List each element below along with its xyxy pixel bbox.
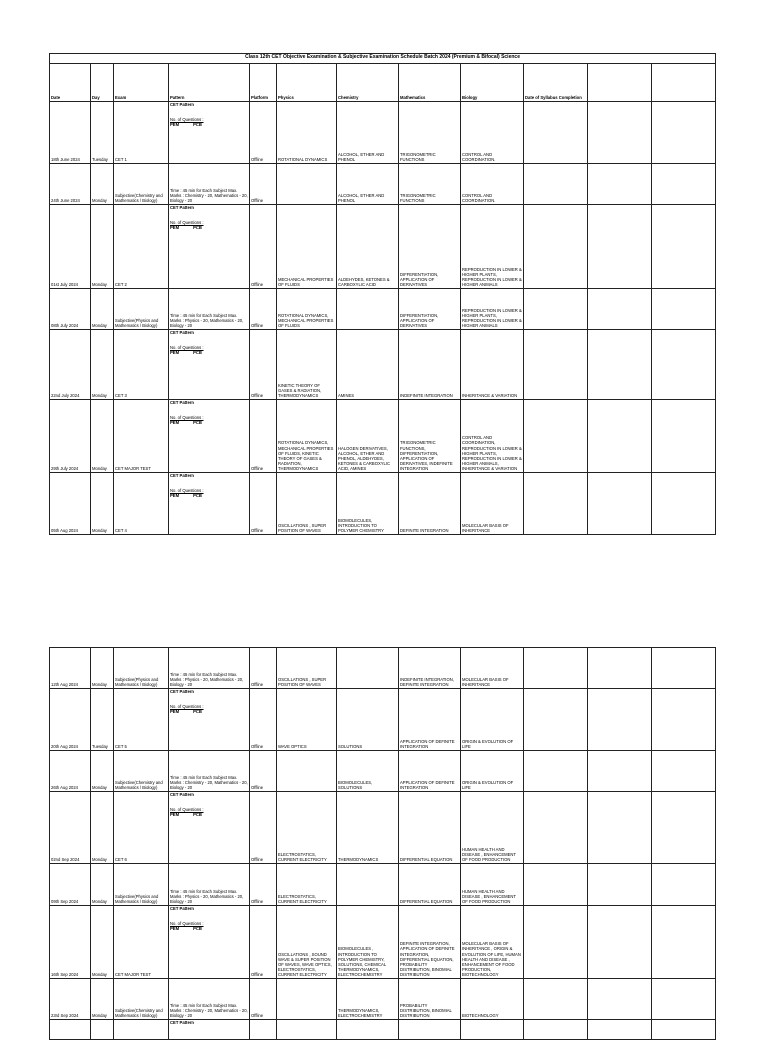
exam-cell: CET MAJOR TEST: [114, 906, 169, 979]
pattern-cell: Time : 45 min for Each Subject Max. Marks : Physics - 20, Mathematics - 20, Biology - 20: [169, 289, 250, 330]
physics-cell: ROTATIONAL DYNAMICS: [277, 102, 337, 164]
exam-cell: CET 6: [114, 792, 169, 864]
biology-cell: ORIGIN & EVOLUTION OF LIFE: [461, 751, 524, 792]
table-row: [50, 330, 716, 400]
platform-cell: Offline: [250, 751, 277, 792]
platform-cell: Offline: [250, 864, 277, 906]
exam-cell: CET MAJOR TEST: [114, 400, 169, 473]
chemistry-cell: THERMODYNAMICS: [337, 792, 399, 864]
platform-cell: Offline: [250, 906, 277, 979]
syllabus-cell: [524, 400, 588, 473]
table-body: [50, 102, 716, 535]
pattern-cell: Time : 45 min for Each Subject Max. Marks : Chemistry - 20, Mathematics - 20, Biology - 20: [169, 751, 250, 792]
chemistry-cell: BIOMOLECULES, SOLUTIONS: [337, 751, 399, 792]
mathematics-cell: PROBABILITY DISTRIBUTION, BINOMIAL DISTRIBUTION: [399, 979, 461, 1020]
header-blank: [652, 64, 716, 102]
table-row: [50, 400, 716, 473]
physics-cell: OSCILLATIONS , SUPER POSITION OF WAVES: [277, 473, 337, 535]
syllabus-cell: [524, 979, 588, 1020]
header-pattern: Pattern: [169, 64, 250, 102]
syllabus-cell: [524, 906, 588, 979]
pattern-pcb: PCB: [193, 812, 202, 818]
blank-cell: [652, 473, 716, 535]
blank-cell: [588, 205, 652, 289]
pattern-pem: PEM: [170, 926, 180, 932]
day-cell: Tuesday: [91, 102, 114, 164]
blank-cell: [652, 792, 716, 864]
pattern-cell: Time : 45 min for Each Subject Max. Marks : Chemistry - 20, Mathematics - 20, Biology - 20: [169, 979, 250, 1020]
chemistry-cell: BIOMOLECULES, INTRODUCTION TO POLYMER CHEMISTRY: [337, 473, 399, 535]
syllabus-cell: [524, 205, 588, 289]
blank-cell: [652, 979, 716, 1020]
blank-cell: [588, 689, 652, 751]
date-cell: 24th June 2024: [50, 164, 91, 205]
blank-cell: [588, 330, 652, 400]
date-cell: 23rd Sep 2024: [50, 979, 91, 1020]
day-cell: Monday: [91, 792, 114, 864]
date-cell: 18th June 2024: [50, 102, 91, 164]
pattern-cell: [169, 330, 250, 400]
physics-cell: ROTATIONAL DYNAMICS, MECHANICAL PROPERTIES OF FLUIDS, KINETIC THEORY OF GASES & RADIATION, THERMODYNAMICS: [277, 400, 337, 473]
chemistry-cell: [337, 864, 399, 906]
chemistry-cell: [337, 648, 399, 689]
blank-cell: [652, 289, 716, 330]
pattern-title: CET Pattern: [170, 205, 194, 210]
header-row: [50, 64, 716, 102]
biology-cell: CONTROL AND COORDINATION, REPRODUCTION IN LOWER & HIGHER PLANTS, REPRODUCTION IN LOWER & HIGHER ANIMALS, INHERITANCE & VARIATION: [461, 400, 524, 473]
syllabus-cell: [524, 102, 588, 164]
pattern-pcb: PCB: [193, 350, 202, 356]
table-row: [50, 205, 716, 289]
pattern-pcb: PCB: [193, 420, 202, 426]
biology-cell: REPRODUCTION IN LOWER & HIGHER PLANTS, REPRODUCTION IN LOWER & HIGHER ANIMALS: [461, 205, 524, 289]
physics-cell: ELECTROSTATICS, CURRENT ELECTRICITY: [277, 864, 337, 906]
exam-cell: Subjective(Chemistry and Mathematics / Biology): [114, 751, 169, 792]
pattern-num-questions: No. of Questions :: [170, 488, 204, 494]
pattern-pcb: PCB: [193, 926, 202, 932]
biology-cell: INHERITANCE & VARIATION: [461, 330, 524, 400]
pattern-num-questions: No. of Questions :: [170, 704, 204, 710]
pattern-title: CET Pattern: [170, 689, 194, 694]
mathematics-cell: DIFFERENTIATION, APPLICATION OF DERIVATIVES: [399, 289, 461, 330]
header-exam: Exam: [114, 64, 169, 102]
syllabus-cell: [524, 330, 588, 400]
exam-cell: CET 2: [114, 205, 169, 289]
pattern-cell: Time : 45 min for Each Subject Max. Marks : Physics - 20, Mathematics - 20, Biology - 20: [169, 864, 250, 906]
table-row: [50, 648, 716, 689]
syllabus-cell: [524, 289, 588, 330]
day-cell: Monday: [91, 289, 114, 330]
platform-cell: Offline: [250, 648, 277, 689]
blank-cell: [588, 289, 652, 330]
exam-cell: CET 5: [114, 689, 169, 751]
blank-cell: [588, 473, 652, 535]
header-day: Day: [91, 64, 114, 102]
pattern-title: CET Pattern: [170, 473, 194, 478]
pattern-pem: PEM: [170, 493, 180, 499]
exam-cell: Subjective(Physics and Mathematics / Biology): [114, 289, 169, 330]
day-cell: Monday: [91, 330, 114, 400]
schedule-table-page-1: [49, 53, 716, 535]
pattern-title: CET Pattern: [170, 400, 194, 405]
biology-cell: CONTROL AND COORDINATION.: [461, 164, 524, 205]
day-cell: Monday: [91, 205, 114, 289]
blank-cell: [588, 864, 652, 906]
pattern-pem: PEM: [170, 812, 180, 818]
biology-cell: MOLECULAR BASIS OF INHERITANCE: [461, 648, 524, 689]
day-cell: Monday: [91, 164, 114, 205]
physics-cell: ELECTROSTATICS, CURRENT ELECTRICITY: [277, 792, 337, 864]
exam-cell: CET 3: [114, 330, 169, 400]
pattern-cell: [169, 689, 250, 751]
exam-cell: CET 4: [114, 473, 169, 535]
syllabus-cell: [524, 751, 588, 792]
date-cell: 09th Sep 2024: [50, 864, 91, 906]
chemistry-cell: ALDEHYDES, KETONES & CARBOXYLIC ACID: [337, 205, 399, 289]
platform-cell: Offline: [250, 792, 277, 864]
chemistry-cell: SOLUTIONS: [337, 689, 399, 751]
blank-cell: [652, 689, 716, 751]
mathematics-cell: TRIGONOMETRIC FUNCTIONS, DIFFERENTIATION, APPLICATION OF DERIVATIVES, INDEFINITE INTEGRATION: [399, 400, 461, 473]
header-biology: Biology: [461, 64, 524, 102]
exam-cell: Subjective(Physics and Mathematics / Biology): [114, 864, 169, 906]
mathematics-cell: APPLICATION OF DEFINITE INTEGRATION: [399, 751, 461, 792]
pattern-title: CET Pattern: [170, 906, 194, 911]
date-cell: 26th Aug 2024: [50, 751, 91, 792]
pattern-cell: [169, 205, 250, 289]
day-cell: Monday: [91, 751, 114, 792]
date-cell: 08th July 2024: [50, 289, 91, 330]
pattern-pem: PEM: [170, 122, 180, 128]
blank-cell: [652, 330, 716, 400]
schedule-title: Class 12th CET Objective Examination & Subjective Examination Schedule Batch 2024 (Premium & Bifocal) Science: [50, 54, 716, 64]
mathematics-cell: DIFFERENTIAL EQUATION: [399, 864, 461, 906]
biology-cell: ORIGIN & EVOLUTION OF LIFE: [461, 689, 524, 751]
blank-cell: [652, 164, 716, 205]
syllabus-cell: [524, 473, 588, 535]
day-cell: Monday: [91, 473, 114, 535]
header-platform: Platform: [250, 64, 277, 102]
biology-cell: BIOTECHNOLOGY: [461, 979, 524, 1020]
syllabus-cell: [524, 864, 588, 906]
platform-cell: Offline: [250, 102, 277, 164]
blank-cell: [588, 792, 652, 864]
biology-cell: HUMAN HEALTH AND DISEASE , ENHANCEMENT OF FOOD PRODUCTION: [461, 864, 524, 906]
syllabus-cell: [524, 648, 588, 689]
blank-cell: [652, 648, 716, 689]
table-row: [50, 792, 716, 864]
date-cell: 16th Sep 2024: [50, 906, 91, 979]
chemistry-cell: ALCOHOL, ETHER AND PHENOL: [337, 164, 399, 205]
header-syllabus-completion: Date of Syllabus Completion: [524, 64, 588, 102]
physics-cell: WAVE OPTICS: [277, 689, 337, 751]
mathematics-cell: DEFINITE INTEGRATION: [399, 473, 461, 535]
header-date: Date: [50, 64, 91, 102]
table-row: [50, 906, 716, 979]
pattern-cell: [169, 906, 250, 979]
mathematics-cell: INDEFINITE INTEGRATION, DEFINITE INTEGRATION: [399, 648, 461, 689]
mathematics-cell: DIFFERENTIAL EQUATION: [399, 792, 461, 864]
physics-cell: KINETIC THEORY OF GASES & RADIATION, THERMODYNAMICS: [277, 330, 337, 400]
pattern-pcb: PCB: [193, 493, 202, 499]
exam-cell: Subjective(Chemistry and Mathematics / Biology): [114, 164, 169, 205]
platform-cell: Offline: [250, 689, 277, 751]
table-row: [50, 289, 716, 330]
pattern-pem: PEM: [170, 225, 180, 231]
physics-cell: ROTATIONAL DYNAMICS, MECHANICAL PROPERTIES OF FLUIDS: [277, 289, 337, 330]
table-body: [50, 648, 716, 1020]
platform-cell: Offline: [250, 205, 277, 289]
blank-cell: [652, 906, 716, 979]
mathematics-cell: TRIGONOMETRIC FUNCTIONS: [399, 164, 461, 205]
blank-cell: [588, 400, 652, 473]
day-cell: Monday: [91, 648, 114, 689]
syllabus-cell: [524, 792, 588, 864]
blank-cell: [588, 906, 652, 979]
physics-cell: [277, 164, 337, 205]
chemistry-cell: THERMODYNAMICS, ELECTROCHEMISTRY: [337, 979, 399, 1020]
pattern-title: CET Pattern: [169, 1020, 250, 1040]
pattern-cell: Time : 45 min for Each Subject Max. Marks : Physics - 20, Mathematics - 20, Biology - 20: [169, 648, 250, 689]
pattern-pcb: PCB: [193, 122, 202, 128]
pattern-cell: [169, 473, 250, 535]
platform-cell: Offline: [250, 473, 277, 535]
physics-cell: OSCILLATIONS , SOUND WAVE & SUPER POSITION OF WAVES, WAVE OPTICS, ELECTROSTATICS, CURRENT ELECTRICITY: [277, 906, 337, 979]
date-cell: 05th Aug 2024: [50, 473, 91, 535]
day-cell: Monday: [91, 400, 114, 473]
pattern-num-questions: No. of Questions :: [170, 807, 204, 813]
table-row: [50, 102, 716, 164]
blank-cell: [588, 751, 652, 792]
day-cell: Monday: [91, 979, 114, 1020]
platform-cell: Offline: [250, 289, 277, 330]
pattern-num-questions: No. of Questions :: [170, 117, 204, 123]
date-cell: 20th Aug 2024: [50, 689, 91, 751]
table-row: [50, 164, 716, 205]
header-blank: [588, 64, 652, 102]
biology-cell: MOLECULAR BASIS OF INHERITANCE , ORIGIN & EVOLUTION OF LIFE, HUMAN HEALTH AND DISEASE , ENHANCEMENT OF FOOD PRODUCTION, BIOTECHNOLOGY: [461, 906, 524, 979]
pattern-title: CET Pattern: [170, 792, 194, 797]
pattern-num-questions: No. of Questions :: [170, 415, 204, 421]
syllabus-cell: [524, 164, 588, 205]
pattern-pcb: PCB: [193, 709, 202, 715]
chemistry-cell: ALCOHOL, ETHER AND PHENOL: [337, 102, 399, 164]
date-cell: 12th Aug 2024: [50, 648, 91, 689]
pattern-pem: PEM: [170, 350, 180, 356]
header-mathematics: Mathematics: [399, 64, 461, 102]
blank-cell: [652, 751, 716, 792]
biology-cell: CONTROL AND COORDINATION.: [461, 102, 524, 164]
chemistry-cell: [337, 289, 399, 330]
table-row: [50, 689, 716, 751]
schedule-table-page-2: [49, 647, 716, 1040]
blank-cell: [588, 979, 652, 1020]
pattern-num-questions: No. of Questions :: [170, 921, 204, 927]
mathematics-cell: APPLICATION OF DEFINITE INTEGRATION: [399, 689, 461, 751]
biology-cell: REPRODUCTION IN LOWER & HIGHER PLANTS, REPRODUCTION IN LOWER & HIGHER ANIMALS: [461, 289, 524, 330]
physics-cell: [277, 979, 337, 1020]
chemistry-cell: HALOGEN DERIVATIVES, ALCOHOL, ETHER AND PHENOL, ALDEHYDES, KETONES & CARBOXYLIC ACID, AMINES: [337, 400, 399, 473]
table-row: [50, 751, 716, 792]
pattern-cell: Time : 45 min for Each Subject Max. Marks : Chemistry - 20, Mathematics - 20, Biology - 20: [169, 164, 250, 205]
platform-cell: Offline: [250, 979, 277, 1020]
pattern-pem: PEM: [170, 709, 180, 715]
exam-cell: Subjective(Chemistry and Mathematics / Biology): [114, 979, 169, 1020]
blank-cell: [588, 648, 652, 689]
mathematics-cell: DEFINITE INTEGRATION, APPLICATION OF DEFINITE INTEGRATION, DIFFERENTIAL EQUATION, PROBABILITY DISTRIBUTION, BINOMIAL DISTRIBUTION: [399, 906, 461, 979]
blank-cell: [588, 102, 652, 164]
platform-cell: Offline: [250, 330, 277, 400]
day-cell: Monday: [91, 906, 114, 979]
date-cell: 01st July 2024: [50, 205, 91, 289]
exam-cell: Subjective(Physics and Mathematics / Biology): [114, 648, 169, 689]
blank-cell: [652, 400, 716, 473]
platform-cell: Offline: [250, 164, 277, 205]
physics-cell: MECHANICAL PROPERTIES OF FLUIDS: [277, 205, 337, 289]
biology-cell: MOLECULAR BASIS OF INHERITANCE: [461, 473, 524, 535]
header-chemistry: Chemistry: [337, 64, 399, 102]
mathematics-cell: TRIGONOMETRIC FUNCTIONS: [399, 102, 461, 164]
table-row: [50, 473, 716, 535]
blank-cell: [652, 102, 716, 164]
blank-cell: [652, 205, 716, 289]
day-cell: Monday: [91, 864, 114, 906]
physics-cell: [277, 751, 337, 792]
date-cell: 22nd July 2024: [50, 330, 91, 400]
platform-cell: Offline: [250, 400, 277, 473]
pattern-title: CET Pattern: [170, 330, 194, 335]
table-row: [50, 864, 716, 906]
header-physics: Physics: [277, 64, 337, 102]
blank-cell: [652, 864, 716, 906]
pattern-pem: PEM: [170, 420, 180, 426]
physics-cell: OSCILLATIONS , SUPER POSITION OF WAVES: [277, 648, 337, 689]
mathematics-cell: DIFFERENTIATION, APPLICATION OF DERIVATIVES: [399, 205, 461, 289]
syllabus-cell: [524, 689, 588, 751]
table-row: [50, 979, 716, 1020]
chemistry-cell: BIOMOLECULES , INTRODUCTION TO POLYMER CHEMISTRY, SOLUTIONS, CHEMICAL THERMODYNAMICS, ELECTROCHEMISTRY: [337, 906, 399, 979]
pattern-title: CET Pattern: [170, 102, 194, 107]
pattern-cell: [169, 792, 250, 864]
date-cell: 02nd Sep 2024: [50, 792, 91, 864]
pattern-cell: [169, 400, 250, 473]
date-cell: 29th July 2024: [50, 400, 91, 473]
table-row-partial: [50, 1020, 716, 1040]
pattern-num-questions: No. of Questions :: [170, 220, 204, 226]
exam-cell: CET 1: [114, 102, 169, 164]
pattern-num-questions: No. of Questions :: [170, 345, 204, 351]
pattern-pcb: PCB: [193, 225, 202, 231]
day-cell: Tuesday: [91, 689, 114, 751]
chemistry-cell: AMINES: [337, 330, 399, 400]
mathematics-cell: INDEFINITE INTEGRATION: [399, 330, 461, 400]
biology-cell: HUMAN HEALTH AND DISEASE , ENHANCEMENT OF FOOD PRODUCTION: [461, 792, 524, 864]
blank-cell: [588, 164, 652, 205]
pattern-cell: [169, 102, 250, 164]
